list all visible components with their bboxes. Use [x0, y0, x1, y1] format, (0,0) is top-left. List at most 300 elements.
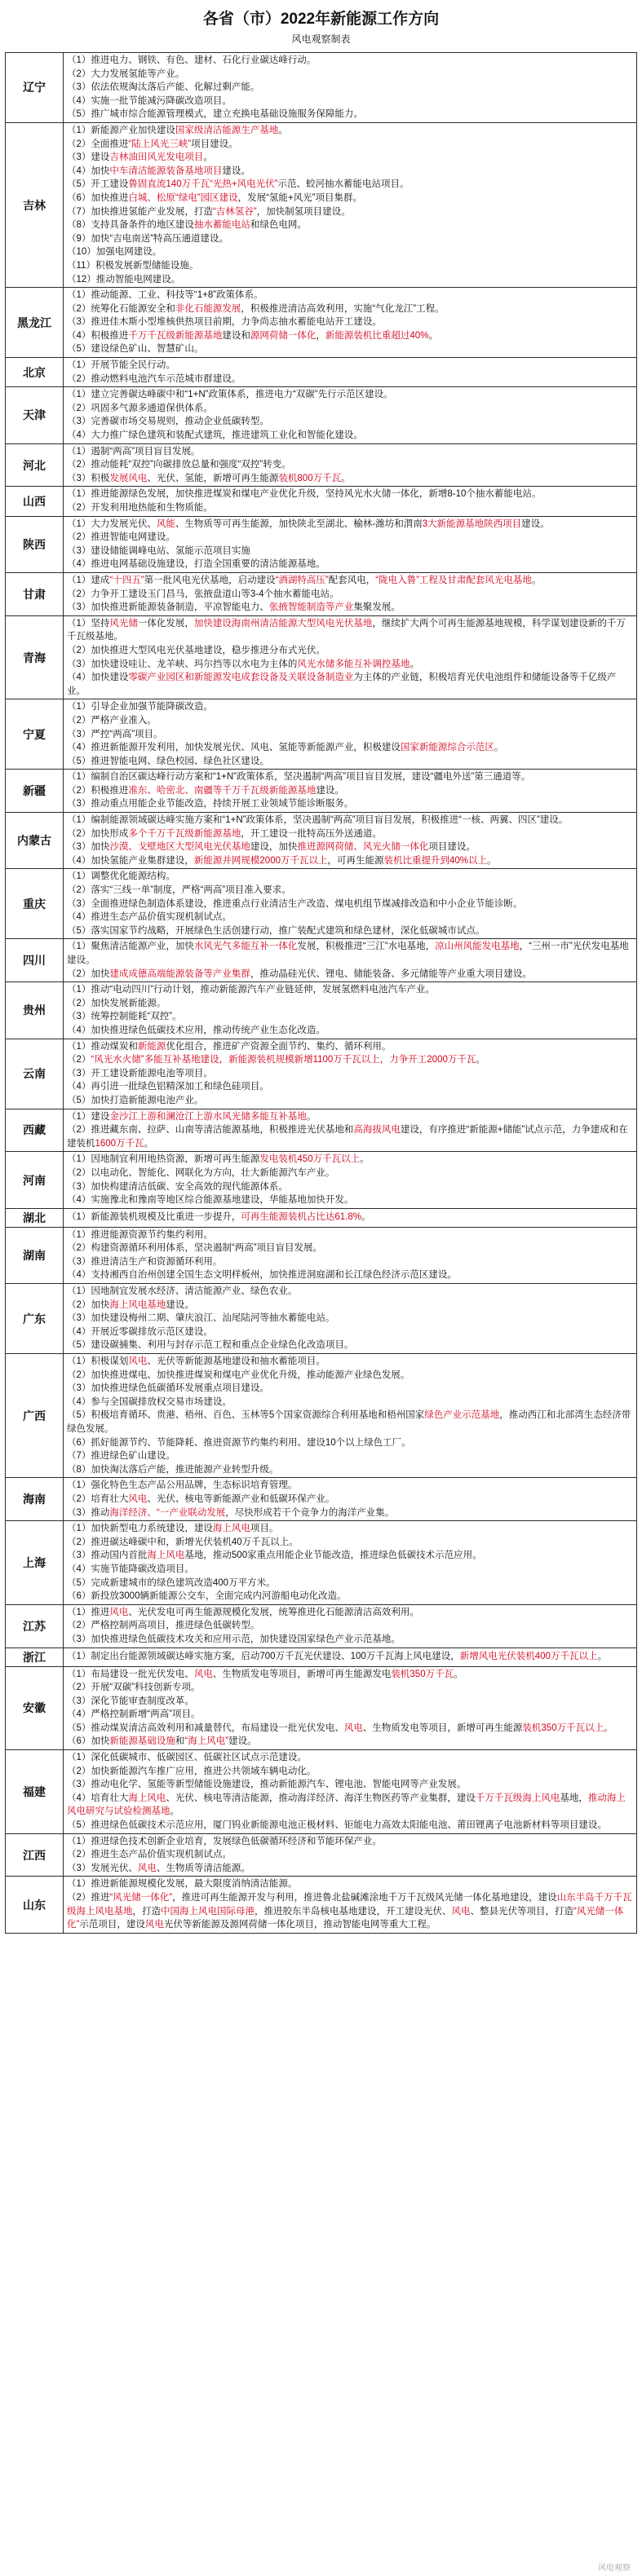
item-text: （2）推进碳达峰碳中和，新增光伏装机40万千瓦以上。: [67, 1537, 299, 1547]
item-text: ，积极推进清洁高效利用，实施“气化龙江”工程。: [241, 303, 445, 314]
policy-item: [67, 1735, 633, 1749]
policy-item: [67, 884, 633, 898]
item-text: （1）建立完善碳达峰碳中和“1+N”政策体系，推进电力“双碳”先行示范区建设。: [67, 390, 393, 400]
region-items: [64, 1284, 637, 1354]
item-text: （3）加快: [67, 842, 110, 853]
policy-item: [67, 1493, 633, 1506]
item-text: 建设。: [228, 1736, 257, 1747]
region-row: [6, 487, 637, 516]
highlighted-text: 风电: [343, 1722, 363, 1733]
highlighted-text: 水风光气多能互补一体化: [193, 942, 298, 952]
policy-item: [67, 1010, 633, 1024]
item-text: 、生物质等可再生能源，加快陕北至湖北、榆林-潍坊和渭南: [175, 518, 423, 529]
highlighted-text: “吉林氢谷”: [212, 206, 257, 217]
highlighted-text: 海上风电: [212, 1524, 250, 1534]
item-text: （5）推广城市综合能源管理模式，建立充换电基础设施服务保障能力。: [67, 109, 363, 120]
item-text: （3）加快推进新能源装备制造，平凉智能电力、: [67, 602, 269, 613]
item-text: （3）积极: [67, 473, 110, 483]
region-row: [6, 1666, 637, 1750]
policy-item: [67, 814, 633, 827]
policy-item: [67, 151, 633, 165]
item-text: （1）聚焦清洁能源产业，加快: [67, 942, 194, 952]
item-text: （2）推动燃料电池汽车示范城市群建设。: [67, 373, 241, 384]
item-text: 。: [494, 743, 504, 753]
policy-item: [67, 531, 633, 545]
policy-item: [67, 1819, 633, 1833]
region-row: [6, 1354, 637, 1478]
document-title: 各省（市）2022年新能源工作方向: [202, 11, 440, 28]
highlighted-text: 风电: [193, 1669, 213, 1679]
policy-item: [67, 1619, 633, 1633]
policy-item: [67, 1633, 633, 1647]
item-text: ，继续扩大两个可再生能源基地规模，科学谋划建设新的千万千瓦级基地。: [67, 618, 626, 642]
item-text: （2）严格控制两高项目，推进绿色低碳转型。: [67, 1621, 260, 1631]
item-text: （2）推进: [67, 1893, 110, 1903]
item-text: （2）加快推进大型风电光伏基地建设，稳步推进分布式光伏。: [67, 645, 325, 655]
item-text: 项目建设。: [428, 842, 476, 853]
policy-item: [67, 1722, 633, 1736]
policy-item: [67, 124, 633, 138]
highlighted-text: “陆上风光三峡”: [128, 139, 192, 149]
region-name: 江西: [6, 1833, 64, 1877]
region-name: 湖南: [6, 1227, 64, 1283]
item-text: （5）建设碳捕集、利用与封存示范工程和重点企业绿色化改造项目。: [67, 1340, 354, 1351]
item-text: （2）开展“双碳”科技创新专项。: [67, 1683, 201, 1693]
region-items: [64, 1647, 637, 1666]
region-name: 黑龙江: [6, 288, 64, 358]
region-row: [6, 1152, 637, 1208]
region-row: [6, 1284, 637, 1354]
highlighted-text: 国家新能源综合示范区: [400, 743, 494, 753]
item-text: （3）推进清洁生产和资源循环利用。: [67, 1256, 223, 1267]
item-text: 。: [341, 473, 351, 483]
item-text: （1）推进: [67, 1607, 110, 1617]
region-items: [64, 122, 637, 287]
region-items: [64, 770, 637, 813]
item-text: 一体化发展，: [137, 618, 194, 629]
policy-item: [67, 165, 633, 179]
region-items: [64, 939, 637, 982]
region-row: [6, 1208, 637, 1227]
item-text: （1）推进绿色技术创新企业培育，发展绿色低碳循环经济和节能环保产业。: [67, 1836, 382, 1846]
policy-item: [67, 178, 633, 192]
highlighted-text: 中车清洁能源装备基地项目: [109, 165, 223, 176]
region-name: 云南: [6, 1039, 64, 1109]
region-items: [64, 358, 637, 387]
highlighted-text: 多个千万千瓦级新能源基地: [128, 828, 241, 839]
highlighted-text: 风光储: [109, 618, 138, 629]
policy-item: [67, 1325, 633, 1339]
item-text: （4）加快: [67, 165, 110, 176]
region-name: 湖北: [6, 1208, 64, 1227]
region-items: [64, 288, 637, 358]
item-text: （2）以电动化、智能化、网联化为方向，壮大新能源汽车产业。: [67, 1167, 335, 1178]
item-text: 。: [597, 1652, 607, 1662]
policy-item: [67, 1891, 633, 1932]
region-row: [6, 1109, 637, 1152]
item-text: （2）推进藏东南、拉萨、山南等清洁能源基地，积极推进光伏基地和: [67, 1125, 354, 1136]
item-text: 。: [487, 855, 497, 866]
policy-item: [67, 545, 633, 558]
region-items: [64, 387, 637, 443]
region-row: [6, 443, 637, 487]
highlighted-text: 风电: [137, 1863, 157, 1873]
highlighted-text: 风能: [156, 518, 175, 529]
highlighted-text: 高海拔风电: [353, 1125, 401, 1136]
item-text: （1）强化特色生态产品公用品牌，生态标识培育管理。: [67, 1480, 298, 1491]
region-row: [6, 1833, 637, 1877]
policy-item: [67, 1242, 633, 1255]
region-name: 广东: [6, 1284, 64, 1354]
item-text: （11）积极发展新型储能设施。: [67, 260, 199, 271]
policy-item: [67, 1067, 633, 1081]
highlighted-text: 装机350万千瓦以上: [522, 1722, 604, 1733]
policy-item: [67, 728, 633, 742]
region-items: [64, 443, 637, 487]
policy-item: [67, 402, 633, 416]
highlighted-text: 新能源并网规模2000万千瓦以上: [193, 855, 328, 866]
item-text: （4）推进电网基础设施建设，打造全国重要的清洁能源基地。: [67, 559, 325, 570]
item-text: 、光伏、核电等清洁能源，推动海洋经济、海洋生物医药等产业集群，建设: [166, 1793, 476, 1803]
item-text: 和: [175, 1736, 185, 1747]
item-text: （1）建成: [67, 575, 110, 585]
region-items: [64, 869, 637, 939]
region-row: [6, 982, 637, 1039]
highlighted-text: “酒湖特高压”: [275, 575, 329, 585]
region-name: 四川: [6, 939, 64, 982]
region-name: 新疆: [6, 770, 64, 813]
region-items: [64, 53, 637, 123]
item-text: （6）加快推进: [67, 192, 129, 203]
region-items: [64, 813, 637, 869]
item-text: （3）开工建设新能源电池等项目。: [67, 1068, 213, 1078]
region-row: [6, 1604, 637, 1647]
item-text: 建设，加快: [250, 842, 298, 853]
policy-item: [67, 1668, 633, 1682]
item-text: （3）发展光伏、: [67, 1863, 138, 1873]
policy-item: [67, 1123, 633, 1150]
item-text: （4）实施豫北和豫南等地区综合能源基地建设，华能基地加快开发。: [67, 1195, 354, 1206]
highlighted-text: “风光储一体化”: [67, 1906, 624, 1930]
region-name: 山东: [6, 1877, 64, 1933]
item-text: （4）实施一批节能减污降碳改造项目。: [67, 95, 232, 106]
policy-item: [67, 302, 633, 316]
item-text: 。: [170, 1806, 179, 1817]
policy-item: [67, 1369, 633, 1383]
policy-item: [67, 245, 633, 259]
policy-item: [67, 388, 633, 402]
highlighted-text: 鲁固直流140万千瓦“光热+风电光伏”: [128, 179, 278, 190]
item-text: （2）加快新能源汽车推广应用，推进公共领域车辆电动化。: [67, 1766, 317, 1776]
item-text: （2）开发利用地热能和生物质能。: [67, 503, 213, 513]
policy-item: [67, 1708, 633, 1722]
policy-item: [67, 138, 633, 152]
highlighted-text: 千万千瓦级新能源基地: [128, 330, 223, 341]
document-page: [5, 0, 637, 1934]
region-items: [64, 1604, 637, 1647]
policy-item: [67, 1211, 633, 1224]
region-name: 甘肃: [6, 572, 64, 615]
item-text: （4）再引进一批绿色铝精深加工和绿色硅项目。: [67, 1082, 269, 1092]
item-text: （9）加快“吉电南送”特高压通道建设。: [67, 233, 229, 244]
policy-item: [67, 1355, 633, 1369]
highlighted-text: 准东、哈密北、南疆等千万千瓦级新能源基地: [128, 785, 317, 796]
policy-item: [67, 329, 633, 343]
item-text: （4）实施节能降碳改造项目。: [67, 1564, 194, 1574]
policy-item: [67, 741, 633, 755]
policy-item: [67, 429, 633, 443]
policy-item: [67, 232, 633, 246]
policy-item: [67, 373, 633, 386]
highlighted-text: 白城、松原“绿电”园区建设: [128, 192, 238, 203]
policy-item: [67, 784, 633, 798]
highlighted-text: “陇电入鲁”工程及甘肃配套风光电基地: [375, 575, 532, 585]
item-text: 、生物质发电等项目，新增可再生能源发电: [212, 1669, 392, 1679]
item-text: 。: [531, 575, 542, 585]
highlighted-text: 凉山州风能发电基地: [435, 942, 520, 952]
region-row: [6, 53, 637, 123]
highlighted-text: 风电: [144, 1920, 164, 1930]
item-text: （3）推进佳木斯小型堆核供热项目前期，力争尚志抽水蓄能电站开工建设。: [67, 317, 382, 328]
highlighted-text: 金沙江上游和澜沧江上游水风光储多能互补基地: [109, 1111, 307, 1122]
region-row: [6, 770, 637, 813]
region-name: 海南: [6, 1478, 64, 1521]
policy-item: [67, 911, 633, 924]
highlighted-text: 海上风电: [147, 1550, 185, 1561]
region-items: [64, 1833, 637, 1877]
policy-item: [67, 1396, 633, 1409]
policy-item: [67, 898, 633, 911]
region-row: [6, 1227, 637, 1283]
highlighted-text: 新能源: [137, 1041, 166, 1052]
item-text: （3）推动: [67, 1507, 110, 1518]
region-items: [64, 1152, 637, 1208]
item-text: （1）积极谋划: [67, 1356, 129, 1367]
item-text: （2）构建资源循环利用体系，坚决遏制“两高”项目盲目发展。: [67, 1243, 323, 1254]
item-text: 、光伏、氢能，新增可再生能源: [147, 473, 279, 483]
item-text: 优化组合，推进矿产资源全面节约、集约、循环利用。: [166, 1041, 392, 1052]
policy-item: [67, 1549, 633, 1563]
region-name: 河北: [6, 443, 64, 487]
item-text: ，推进胶东半岛核电基地建设，开工建设光伏、: [255, 1906, 452, 1917]
item-text: 建设，有序推进“新能源+储能”试点示范，力争建成和在建装机: [67, 1125, 628, 1149]
region-items: [64, 982, 637, 1039]
item-text: ，开工建设一批特高压外送通道。: [241, 828, 382, 839]
item-text: （1）深化低碳城市、低碳园区、低碳社区试点示范建设。: [67, 1753, 307, 1763]
policy-item: [67, 1778, 633, 1792]
region-items: [64, 1666, 637, 1750]
policy-item: [67, 289, 633, 302]
item-text: 、光伏、核电等新能源产业和低碳环保产业。: [147, 1493, 335, 1504]
highlighted-text: 发电装机450万千瓦以上: [259, 1154, 361, 1165]
item-text: （3）加快构建清洁低碳、安全高效的现代能源体系。: [67, 1181, 288, 1192]
policy-item: [67, 518, 633, 532]
item-text: 建设。: [166, 1299, 194, 1310]
item-text: 发展，积极推进“三江”水电基地，: [297, 942, 436, 952]
region-items: [64, 1478, 637, 1521]
policy-item: [67, 1409, 633, 1436]
highlighted-text: 千万千瓦级海上风电: [475, 1793, 560, 1803]
policy-item: [67, 1110, 633, 1124]
policy-item: [67, 1228, 633, 1242]
item-text: （2）推进智能电网建设。: [67, 532, 175, 543]
policy-item: [67, 601, 633, 615]
policy-item: [67, 924, 633, 938]
highlighted-text: 风电: [451, 1906, 471, 1917]
region-row: [6, 869, 637, 939]
item-text: （2）力争开工建设玉门昌马，张掖盘道山等3-4个抽水蓄能电站。: [67, 589, 339, 599]
region-name: 河南: [6, 1152, 64, 1208]
region-items: [64, 1227, 637, 1283]
item-text: （2）加快形成: [67, 828, 129, 839]
policy-item: [67, 1848, 633, 1862]
item-text: （4）严格控制新增“两高”项目。: [67, 1709, 201, 1720]
policy-item: [67, 259, 633, 273]
item-text: ，“三州一市”光伏发电基地建设。: [67, 942, 629, 965]
item-text: （2）加快发展新能源。: [67, 998, 166, 1008]
item-text: （1）引导企业加强节能降碳改造。: [67, 702, 213, 712]
policy-item: [67, 714, 633, 728]
policy-item: [67, 617, 633, 644]
item-text: 。: [604, 1722, 613, 1733]
region-name: 吉林: [6, 122, 64, 287]
policy-item: [67, 1024, 633, 1038]
item-text: 建设。: [316, 785, 344, 796]
item-text: （1）布局建设一批光伏发电、: [67, 1669, 194, 1679]
highlighted-text: 沙漠、戈壁地区大型风电光伏基地: [109, 842, 250, 853]
item-text: （1）建设: [67, 1111, 110, 1122]
policy-item: [67, 671, 633, 698]
highlighted-text: 新能源装机比重超过40%: [325, 330, 429, 341]
policy-item: [67, 95, 633, 108]
region-row: [6, 1478, 637, 1521]
highlighted-text: 吉林油田风光发电项目: [109, 152, 204, 163]
policy-item: [67, 445, 633, 459]
policy-item: [67, 1193, 633, 1207]
highlighted-text: “风光水火储”多能互补基地建设，新能源装机规模新增1100万千瓦以上，力争开工2000万千瓦: [91, 1055, 476, 1065]
policy-item: [67, 1053, 633, 1067]
highlighted-text: 张掖智能制造等产业: [268, 602, 354, 613]
policy-item: [67, 1268, 633, 1282]
item-text: （3）依法依规淘汰落后产能、化解过剩产能。: [67, 82, 260, 93]
highlighted-text: 装机350万千瓦: [391, 1669, 454, 1679]
region-row: [6, 288, 637, 358]
policy-item: [67, 558, 633, 571]
item-text: （3）建设: [67, 152, 110, 163]
highlighted-text: 风电: [109, 1607, 129, 1617]
policy-item: [67, 1339, 633, 1352]
policy-item: [67, 1590, 633, 1603]
region-name: 西藏: [6, 1109, 64, 1152]
item-text: （5）开工建设: [67, 179, 129, 190]
policy-item: [67, 81, 633, 95]
highlighted-text: 可再生能源装机占比达61.8%: [241, 1212, 362, 1223]
item-text: 。: [476, 1055, 485, 1065]
highlighted-text: “十四五”: [109, 575, 144, 585]
policy-item: [67, 1449, 633, 1463]
policy-item: [67, 1536, 633, 1550]
region-name: 宁夏: [6, 699, 64, 770]
item-text: （6）新投放3000辆新能源公交车，全面完成内河游船电动化改造。: [67, 1591, 347, 1602]
policy-item: [67, 1877, 633, 1891]
item-text: （1）推进新能源规模化发展，最大限度消纳清洁能源。: [67, 1879, 298, 1890]
policy-item: [67, 458, 633, 472]
highlighted-text: 海洋经济、“一产业联动发展: [109, 1507, 226, 1518]
item-text: （2）加快: [67, 1299, 110, 1310]
item-text: （5）加快打造新能源电池产业。: [67, 1095, 204, 1105]
item-text: （4）参与全国碳排放权交易市场建设。: [67, 1396, 232, 1407]
region-name: 内蒙古: [6, 813, 64, 869]
policy-item: [67, 192, 633, 205]
policy-item: [67, 342, 633, 356]
policy-item: [67, 997, 633, 1011]
region-name: 辽宁: [6, 53, 64, 123]
item-text: （1）遏制“两高”项目盲目发展。: [67, 446, 201, 457]
item-text: ，: [316, 330, 325, 341]
item-text: （4）推进生态产品价值实现机制试点。: [67, 912, 232, 923]
item-text: （2）培育壮大: [67, 1493, 129, 1504]
region-row: [6, 699, 637, 770]
highlighted-text: 零碳产业园区和新能源发电成套设备及关联设备制造业: [128, 673, 354, 683]
policy-item: [67, 1167, 633, 1180]
highlighted-text: 绿色产业示范基地: [424, 1410, 500, 1421]
region-items: [64, 1109, 637, 1152]
highlighted-text: “海上风电”: [184, 1736, 229, 1747]
item-text: 、生物质发电等项目，新增可再生能源: [362, 1722, 523, 1733]
policy-item: [67, 797, 633, 811]
policy-item: [67, 68, 633, 82]
item-text: （4）积极推进: [67, 330, 129, 341]
region-name: 北京: [6, 358, 64, 387]
region-row: [6, 387, 637, 443]
policy-item: [67, 1792, 633, 1819]
highlighted-text: “风光储一体化”: [109, 1893, 173, 1903]
policy-item: [67, 359, 633, 373]
item-text: 第一批风电光伏基地，启动建设: [144, 575, 276, 585]
region-items: [64, 516, 637, 572]
item-text: （2）加快推进煤电、加快推进煤炭和煤电产业优化升级，推动能源产业绿色发展。: [67, 1370, 410, 1380]
item-text: （2）大力发展氢能等产业。: [67, 68, 185, 79]
item-text: 配套风电，: [328, 575, 376, 585]
item-text: （12）推动智能电网建设。: [67, 274, 181, 285]
policy-item: [67, 968, 633, 981]
policy-item: [67, 315, 633, 329]
region-name: 福建: [6, 1750, 64, 1834]
watermark-text: 风电观察: [598, 2564, 631, 2573]
item-text: （10）加强电网建设。: [67, 247, 162, 258]
policy-item: [67, 1681, 633, 1695]
highlighted-text: 风光水储多能互补调控基地: [297, 659, 410, 669]
item-text: 。: [454, 1669, 463, 1679]
item-text: （1）新能源产业加快建设: [67, 125, 175, 135]
item-text: ，推动晶硅光伏、锂电、储能装备、多元储能等产业重大项目建设。: [250, 968, 532, 979]
region-row: [6, 939, 637, 982]
item-text: ，尽快形成若干个竞争力的海洋产业集。: [225, 1507, 395, 1518]
item-text: ，加快制氢项目建设。: [256, 206, 351, 217]
policy-item: [67, 1522, 633, 1536]
region-name: 陕西: [6, 516, 64, 572]
region-name: 江苏: [6, 1604, 64, 1647]
policy-item: [67, 854, 633, 868]
item-text: （5）推进绿色低碳技术示范应用，厦门钨业新能源电池正极材料、钜能电力高效太阳能电池、莆田锂离子电池新材料等项目建设。: [67, 1820, 607, 1831]
item-text: （3）严控“两高”项目。: [67, 729, 163, 739]
item-text: 。: [360, 1154, 370, 1165]
item-text: 建设。: [521, 518, 550, 529]
policy-item: [67, 1299, 633, 1312]
item-text: （5）落实国家节约战略，开展绿色生活创建行动，推广装配式建筑和绿色建材，深化低碳城市试点。: [67, 925, 485, 936]
policy-item: [67, 108, 633, 121]
region-name: 山西: [6, 487, 64, 516]
